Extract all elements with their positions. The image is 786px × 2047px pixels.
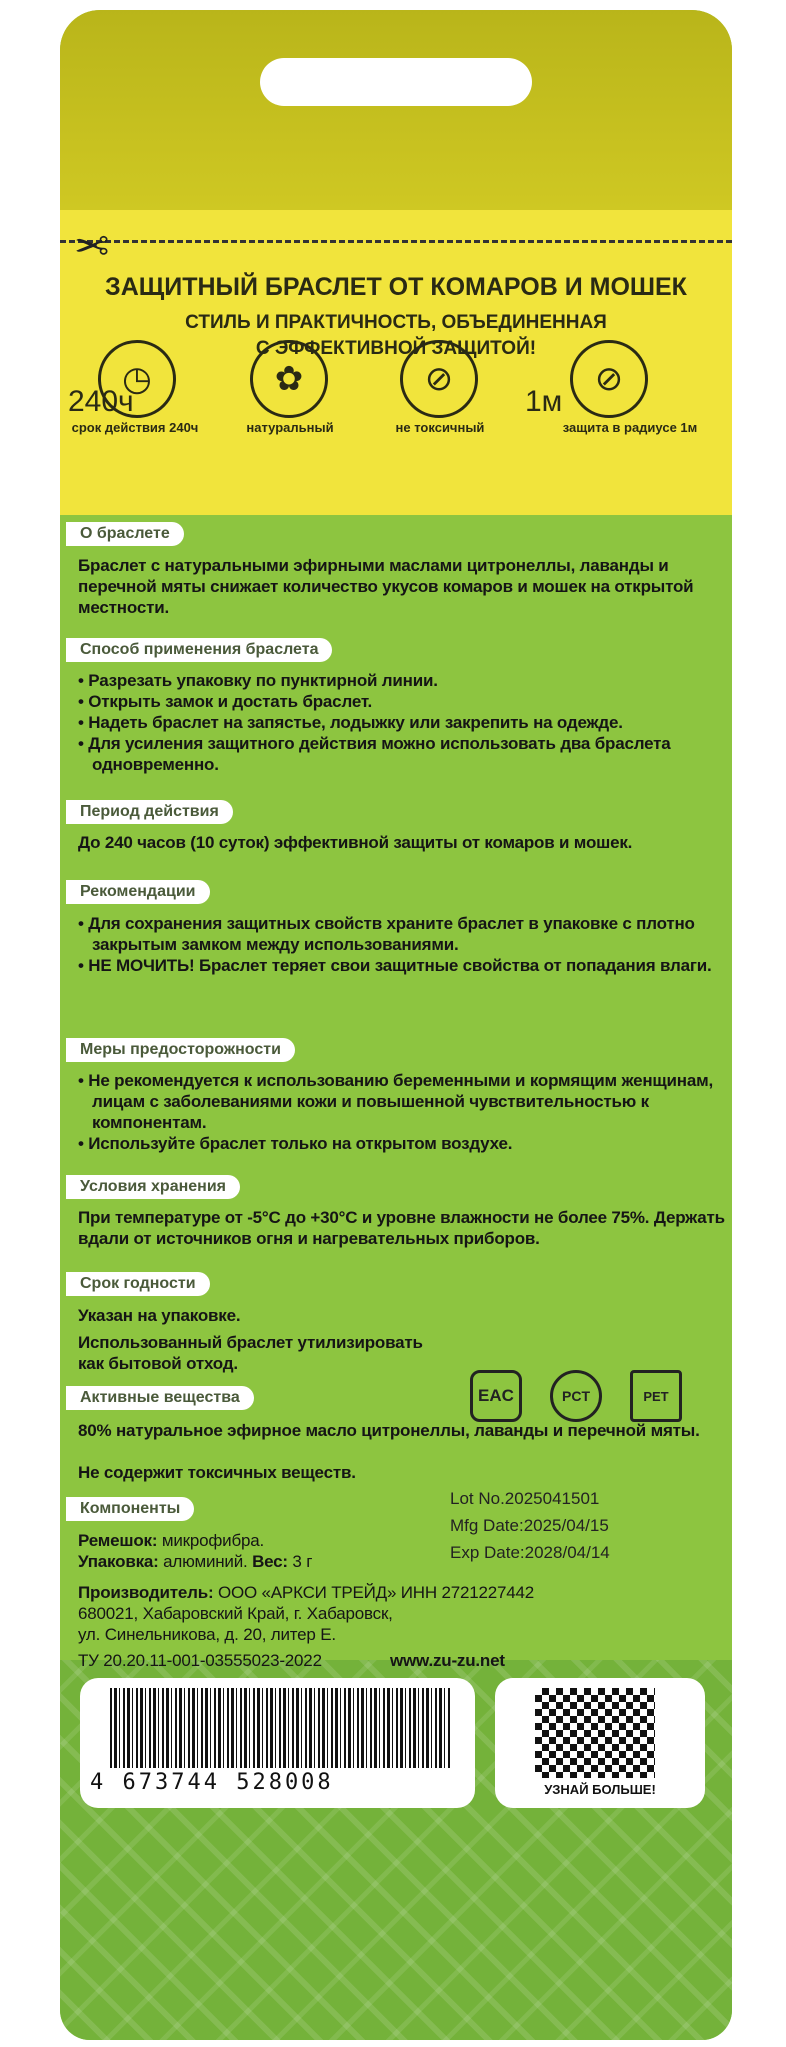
no-chemicals-icon: ⊘ [400, 340, 478, 418]
no-mosquito-icon: ⊘ [570, 340, 648, 418]
period-text: До 240 часов (10 суток) эффективной защиты от комаров и мошек. [78, 833, 633, 852]
lot-info: Lot No.2025041501 Mfg Date:2025/04/15 Exp Date:2028/04/14 [450, 1489, 610, 1562]
barcode [80, 1678, 475, 1808]
qr-code-box[interactable] [495, 1678, 705, 1808]
recycle-pet-icon: PET [630, 1370, 682, 1422]
about-text: Браслет с натуральными эфирными маслами цитронеллы, лаванды и перечной мяты снижает количество укусов комаров и мошек на открытой местности. [78, 556, 694, 617]
list-item: • Используйте браслет только на открытом воздухе. [78, 1133, 728, 1154]
section-label: О браслете [66, 522, 184, 546]
package [60, 10, 732, 2040]
section-label: Способ применения браслета [66, 638, 332, 662]
tu-code: ТУ 20.20.11-001-03555023-2022 [78, 1651, 322, 1670]
section-label: Рекомендации [66, 880, 210, 904]
list-item: • Для сохранения защитных свойств храните браслет в упаковке с плотно закрытым замком между использованиями. [78, 913, 728, 955]
product-subtitle: СТИЛЬ И ПРАКТИЧНОСТЬ, ОБЪЕДИНЕННАЯ С ЭФФЕКТИВНОЙ ЗАЩИТОЙ! [185, 312, 607, 359]
usage-list [78, 670, 728, 775]
feature-label: натуральный [246, 420, 334, 435]
barcode-bars [110, 1688, 450, 1768]
hang-hole [260, 58, 532, 106]
clock-icon: ◷ [98, 340, 176, 418]
section-label: Активные вещества [66, 1386, 254, 1410]
list-item: • Для усиления защитного действия можно использовать два браслета одновременно. [78, 733, 728, 775]
flower-icon: ✿ [250, 340, 328, 418]
shelf-text: Указан на упаковке. [78, 1306, 241, 1325]
scissors-icon: ✂ [74, 221, 110, 268]
list-item: • Надеть браслет на запястье, лодыжку или закрепить на одежде. [78, 712, 728, 733]
storage-text: При температуре от -5°C до +30°C и уровне влажности не более 75%. Держать вдали от источников огня и нагревательных приборов. [78, 1208, 725, 1248]
barcode-number: 4 673744 528008 [90, 1770, 334, 1795]
feature-label: защита в радиусе 1м [562, 420, 698, 435]
list-item: • Открыть замок и достать браслет. [78, 691, 728, 712]
list-item: • Разрезать упаковку по пунктирной линии. [78, 670, 728, 691]
active-text: 80% натуральное эфирное масло цитронеллы, лаванды и перечной мяты. [78, 1421, 700, 1440]
feature-number: 1м [525, 385, 563, 418]
section-label: Меры предосторожности [66, 1038, 295, 1062]
hang-tab [60, 10, 732, 210]
feature-number: 240ч [68, 385, 134, 418]
non-toxic-text: Не содержит токсичных веществ. [78, 1463, 356, 1482]
components-text: Ремешок: микрофибра. Упаковка: алюминий. Вес: 3 г [78, 1531, 313, 1571]
website-link[interactable]: www.zu-zu.net [390, 1651, 505, 1670]
section-label: Срок годности [66, 1272, 210, 1296]
qr-label: УЗНАЙ БОЛЬШЕ! [544, 1782, 656, 1797]
manufacturer-text: Производитель: ООО «АРКСИ ТРЕЙД» ИНН 2721227442 680021, Хабаровский Край, г. Хабаровск, ул. Синельникова, д. 20, литер Е. [78, 1583, 535, 1644]
product-title: ЗАЩИТНЫЙ БРАСЛЕТ ОТ КОМАРОВ И МОШЕК [105, 273, 687, 301]
feature-label: срок действия 240ч [71, 420, 199, 435]
eac-mark: EAC [470, 1370, 522, 1422]
section-label: Период действия [66, 800, 233, 824]
qr-code[interactable] [535, 1688, 655, 1778]
section-label: Компоненты [66, 1497, 194, 1521]
section-label: Условия хранения [66, 1175, 240, 1199]
precautions-list [78, 1070, 728, 1154]
disposal-text: Использованный браслет утилизировать как бытовой отход. [78, 1333, 423, 1373]
cut-line [60, 240, 732, 243]
pct-mark: PCT [550, 1370, 602, 1422]
feature-label: не токсичный [395, 420, 485, 435]
list-item: • Не рекомендуется к использованию беременными и кормящим женщинам, лицам с заболеваниями кожи и повышенной чувствительностью к компонентам. [78, 1070, 728, 1133]
list-item: • НЕ МОЧИТЬ! Браслет теряет свои защитные свойства от попадания влаги. [78, 955, 728, 976]
recommendations-list [78, 913, 728, 976]
